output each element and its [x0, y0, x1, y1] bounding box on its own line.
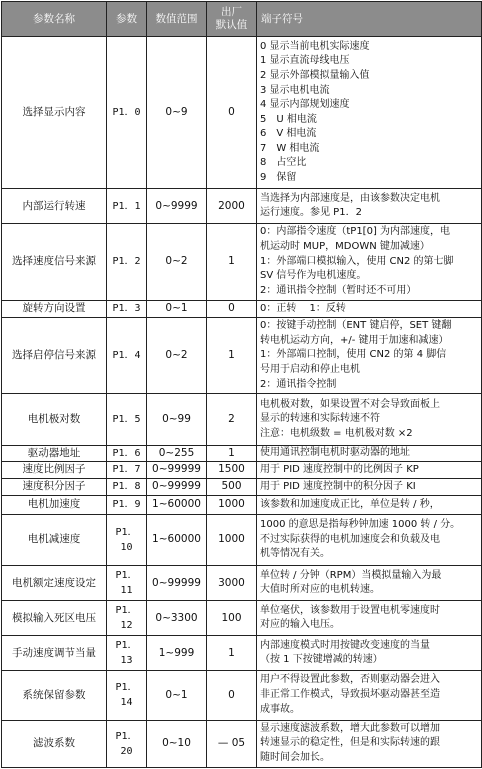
description-line: 成事故。 [260, 703, 300, 715]
description-line: 1 显示直流母线电压 [260, 55, 350, 67]
description-line: 显示速度滤波系数，增大此参数可以增加 [260, 722, 440, 734]
description-line: 机等情况有关。 [260, 548, 330, 560]
param-description [257, 496, 482, 515]
param-name: 电机加速度 [2, 496, 107, 515]
param-name: 速度积分因子 [2, 478, 107, 496]
parameter-table [1, 1, 482, 768]
table-row [2, 445, 482, 461]
header-default-line1: 出厂 [221, 6, 242, 18]
description-line: 大值时所对应的电机转速。 [260, 584, 380, 596]
table-row [2, 636, 482, 671]
param-name: 滤波系数 [2, 720, 107, 767]
param-default: 500 [207, 478, 257, 496]
param-default: 0 [207, 671, 257, 720]
description-line: 0 显示当前电机实际速度 [260, 40, 370, 52]
param-range: 0~1 [147, 671, 207, 720]
description-line: 显示的转速和实际转速不符 [260, 413, 380, 425]
description-line: 7 W 相电流 [260, 142, 320, 154]
description-line: 4 显示内部规划速度 [260, 99, 350, 111]
param-code: P1．7 [107, 462, 147, 478]
table-row [2, 318, 482, 394]
param-code: P1．10 [107, 514, 147, 565]
param-default: 0 [207, 37, 257, 189]
param-range: 0~2 [147, 224, 207, 300]
table-row [2, 514, 482, 565]
description-line: 9 保留 [260, 172, 297, 184]
description-line: 当选择为内部速度是，由该参数决定电机 [260, 192, 440, 204]
param-default: 1 [207, 224, 257, 300]
param-range: 1~60000 [147, 496, 207, 515]
param-range: 0~3300 [147, 601, 207, 636]
description-line: 该参数和加速度成正比，单位是转 / 秒， [260, 498, 440, 510]
param-default: 1 [207, 318, 257, 394]
param-code: P1．1 [107, 189, 147, 224]
table-row [2, 671, 482, 720]
description-line: SV 信号作为电机速度。 [260, 270, 367, 282]
description-line: 0：按键手动控制（ENT 键启停，SET 键翻 [260, 320, 452, 332]
param-default: 0 [207, 300, 257, 318]
table-header-row [2, 2, 482, 37]
description-line: 用户不得设置此参数，否则驱动器会进入 [260, 674, 440, 686]
param-default: 1 [207, 445, 257, 461]
param-description [257, 300, 482, 318]
param-name: 电机额定速度设定 [2, 566, 107, 601]
description-line: 对应的输入电压。 [260, 619, 340, 631]
param-code: P1．14 [107, 671, 147, 720]
param-default: 1500 [207, 462, 257, 478]
table-row [2, 566, 482, 601]
param-code: P1．0 [107, 37, 147, 189]
param-description [257, 478, 482, 496]
param-name: 手动速度调节当量 [2, 636, 107, 671]
parameter-rows [2, 37, 482, 768]
param-range: 0~10 [147, 720, 207, 767]
description-line: 不过实际获得的电机加速度会和负载及电 [260, 533, 440, 545]
table-row [2, 601, 482, 636]
table-row [2, 300, 482, 318]
description-line: 随时间会加长。 [260, 752, 330, 764]
table-row [2, 394, 482, 445]
header-terminal-symbol: 端子符号 [257, 2, 482, 37]
param-name: 选择启停信号来源 [2, 318, 107, 394]
param-code: P1．3 [107, 300, 147, 318]
param-default: — 05 [207, 720, 257, 767]
param-default: 3000 [207, 566, 257, 601]
param-description [257, 462, 482, 478]
param-name: 旋转方向设置 [2, 300, 107, 318]
description-line: 转速显示的稳定性，但是和实际转速的跟 [260, 737, 440, 749]
param-description [257, 566, 482, 601]
description-line: 注意：电机级数 = 电机极对数 ×2 [260, 427, 413, 439]
description-line: 转电机运动方向，+/- 键用于加速和减速） [260, 334, 449, 346]
param-name: 模拟输入死区电压 [2, 601, 107, 636]
description-line: 1：外部端口模拟输入，使用 CN2 的第七脚 [260, 255, 454, 267]
param-default: 2000 [207, 189, 257, 224]
description-line: 内部速度模式时用按键改变速度的当量 [260, 639, 430, 651]
param-name: 选择速度信号来源 [2, 224, 107, 300]
param-code: P1．9 [107, 496, 147, 515]
param-code: P1．4 [107, 318, 147, 394]
table-row [2, 478, 482, 496]
param-description [257, 445, 482, 461]
description-line: 0：正转 1：反转 [260, 302, 346, 314]
param-range: 0~9 [147, 37, 207, 189]
param-code: P1．13 [107, 636, 147, 671]
table-row [2, 37, 482, 189]
param-description [257, 514, 482, 565]
description-line: 5 U 相电流 [260, 113, 317, 125]
param-description [257, 636, 482, 671]
description-line: （按 1 下按键增减的转速） [260, 654, 383, 666]
description-line: 使用通讯控制电机时驱动器的地址 [260, 447, 410, 459]
param-range: 0~2 [147, 318, 207, 394]
description-line: 6 V 相电流 [260, 128, 317, 140]
description-line: 3 显示电机电流 [260, 84, 330, 96]
param-range: 0~99999 [147, 566, 207, 601]
param-description [257, 37, 482, 189]
param-range: 0~99999 [147, 462, 207, 478]
description-line: 电机极对数，如果设置不对会导致面板上 [260, 398, 440, 410]
header-value-range: 数值范围 [147, 2, 207, 37]
description-line: 8 占空比 [260, 157, 307, 169]
param-description [257, 720, 482, 767]
param-range: 0~255 [147, 445, 207, 461]
param-description [257, 671, 482, 720]
param-range: 0~99 [147, 394, 207, 445]
param-name: 系统保留参数 [2, 671, 107, 720]
description-line: 号用于启动和停止电机 [260, 363, 360, 375]
param-name: 内部运行转速 [2, 189, 107, 224]
param-code: P1．6 [107, 445, 147, 461]
description-line: 运行速度。参见 P1．2 [260, 207, 362, 219]
description-line: 用于 PID 速度控制中的积分因子 KI [260, 480, 416, 492]
description-line: 非正常工作模式，导致损坏驱动器甚至造 [260, 689, 440, 701]
param-range: 0~9999 [147, 189, 207, 224]
param-description [257, 394, 482, 445]
header-default-line2: 默认值 [215, 19, 248, 31]
description-line: 机运动时 MUP，MDOWN 键加减速） [260, 241, 430, 253]
param-range: 1~999 [147, 636, 207, 671]
description-line: 2：通讯指令控制（暂时还不可用） [260, 284, 417, 296]
description-line: 用于 PID 速度控制中的比例因子 KP [260, 463, 419, 475]
param-code: P1．8 [107, 478, 147, 496]
description-line: 单位毫伏，该参数用于设置电机零速度时 [260, 604, 440, 616]
param-code: P1．2 [107, 224, 147, 300]
table-row [2, 189, 482, 224]
description-line: 2 显示外部模拟量输入值 [260, 69, 370, 81]
param-range: 0~1 [147, 300, 207, 318]
param-default: 1000 [207, 496, 257, 515]
param-name: 电机极对数 [2, 394, 107, 445]
param-default: 1 [207, 636, 257, 671]
description-line: 1：外部端口控制，使用 CN2 的第 4 脚信 [260, 349, 447, 361]
param-range: 1~60000 [147, 514, 207, 565]
param-description [257, 189, 482, 224]
param-description [257, 224, 482, 300]
description-line: 2：通讯指令控制 [260, 378, 337, 390]
param-default: 1000 [207, 514, 257, 565]
param-default: 2 [207, 394, 257, 445]
param-code: P1．5 [107, 394, 147, 445]
param-range: 0~99999 [147, 478, 207, 496]
description-line: 单位转 / 分钟（RPM）当模拟量输入为最 [260, 569, 442, 581]
param-name: 选择显示内容 [2, 37, 107, 189]
param-code: P1．11 [107, 566, 147, 601]
table-row [2, 224, 482, 300]
description-line: 0：内部指令速度（tP1[0] 为内部速度，电 [260, 226, 451, 238]
header-default-value [207, 2, 257, 37]
table-row [2, 496, 482, 515]
param-code: P1．12 [107, 601, 147, 636]
param-default: 100 [207, 601, 257, 636]
param-name: 速度比例因子 [2, 462, 107, 478]
table-row [2, 462, 482, 478]
description-line: 1000 的意思是指每秒钟加速 1000 转 / 分。 [260, 518, 461, 530]
param-code: P1．20 [107, 720, 147, 767]
header-param-code: 参数 [107, 2, 147, 37]
param-description [257, 318, 482, 394]
param-name: 电机减速度 [2, 514, 107, 565]
header-param-name: 参数名称 [2, 2, 107, 37]
table-row [2, 720, 482, 767]
param-description [257, 601, 482, 636]
param-name: 驱动器地址 [2, 445, 107, 461]
